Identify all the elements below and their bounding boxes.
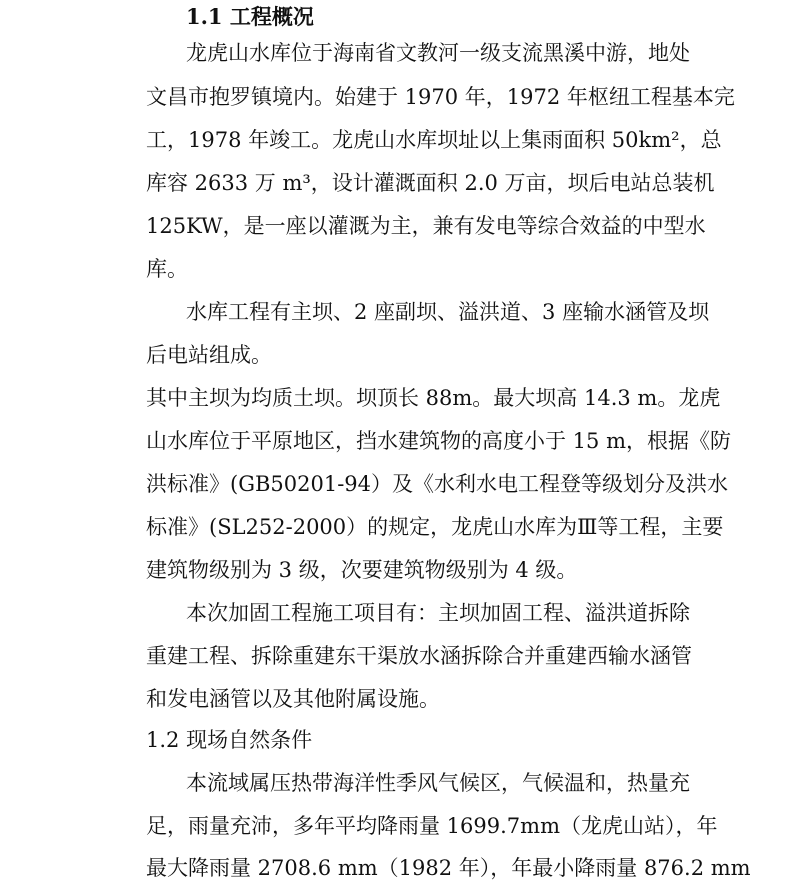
text-line: 洪标准》(GB50201-94）及《水利水电工程登等级划分及洪水 (146, 472, 729, 496)
text-line: 足，雨量充沛，多年平均降雨量 1699.7mm（龙虎山站），年 (146, 814, 718, 838)
text-line: 和发电涵管以及其他附属设施。 (146, 687, 440, 711)
text-line: 本次加固工程施工项目有：主坝加固工程、溢洪道拆除 (186, 601, 690, 625)
text-line: 标准》(SL252-2000）的规定，龙虎山水库为Ⅲ等工程，主要 (146, 515, 724, 539)
text-line: 库。 (146, 257, 188, 281)
text-line: 水库工程有主坝、2 座副坝、溢洪道、3 座输水涵管及坝 (186, 300, 710, 324)
text-line: 重建工程、拆除重建东干渠放水涵拆除合并重建西输水涵管 (146, 644, 692, 668)
text-line: 工，1978 年竣工。龙虎山水库坝址以上集雨面积 50km²，总 (146, 128, 722, 152)
text-line: 后电站组成。 (146, 343, 272, 367)
text-line: 本流域属压热带海洋性季风气候区，气候温和，热量充 (186, 771, 690, 795)
text-line: 最大降雨量 2708.6 mm（1982 年），年最小降雨量 876.2 mm (146, 856, 751, 880)
text-line: 山水库位于平原地区，挡水建筑物的高度小于 15 m，根据《防 (146, 429, 731, 453)
text-line: 125KW，是一座以灌溉为主，兼有发电等综合效益的中型水 (146, 214, 706, 238)
section-heading-1-2: 1.2 现场自然条件 (146, 728, 313, 752)
text-line: 其中主坝为均质土坝。坝顶长 88m。最大坝高 14.3 m。龙虎 (146, 386, 721, 410)
section-heading-1-1: 1.1 工程概况 (186, 4, 314, 29)
text-line: 建筑物级别为 3 级，次要建筑物级别为 4 级。 (146, 558, 578, 582)
text-line: 龙虎山水库位于海南省文教河一级支流黑溪中游，地处 (186, 41, 690, 65)
text-line: 库容 2633 万 m³，设计灌溉面积 2.0 万亩，坝后电站总装机 (146, 171, 715, 195)
text-line: 文昌市抱罗镇境内。始建于 1970 年，1972 年枢纽工程基本完 (146, 85, 735, 109)
